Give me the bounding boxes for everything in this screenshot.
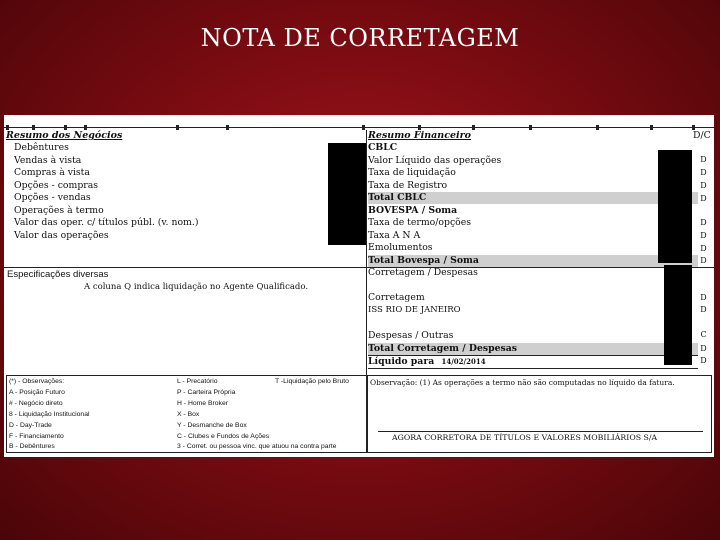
dc-value: D <box>700 256 707 265</box>
redacted-values <box>664 265 692 365</box>
legend-item: P - Carteira Própria <box>177 389 236 396</box>
ruler-tick <box>596 125 599 130</box>
section-rule <box>4 267 714 268</box>
legend-item: X - Box <box>177 411 200 418</box>
corretagem-item: ISS RIO DE JANEIRO <box>368 305 461 315</box>
resumo-item: Opções - compras <box>14 179 99 191</box>
dc-value: D <box>700 231 707 240</box>
resumo-item: Vendas à vista <box>14 154 82 166</box>
observacao-text: Observação: (1) As operações a termo não são computadas no líquido da fatura. <box>370 378 675 387</box>
legend-item: 8 - Liquidação Institucional <box>9 411 90 418</box>
resumo-item: Debêntures <box>14 142 69 153</box>
resumo-financeiro-header: Resumo Financeiro <box>368 130 471 141</box>
dc-value: D <box>700 356 707 365</box>
resumo-item: Opções - vendas <box>14 192 91 203</box>
resumo-item: Compras à vista <box>14 167 90 178</box>
redacted-values <box>328 143 366 245</box>
ruler-tick <box>176 125 179 130</box>
legend-item: B - Debêntures <box>9 443 55 450</box>
cblc-total: Total CBLC <box>368 192 698 204</box>
especificacoes-text: A coluna Q indica liquidação no Agente Qualificado. <box>84 282 309 292</box>
signature-line <box>378 431 703 432</box>
legend-item: A - Posição Futuro <box>9 389 65 396</box>
ruler-tick <box>650 125 653 130</box>
bovespa-item: Taxa de termo/opções <box>368 217 472 228</box>
brokerage-note-document <box>4 115 714 457</box>
dc-value: D <box>700 244 707 253</box>
slide-title: NOTA DE CORRETAGEM <box>200 24 520 52</box>
resumo-negocios-header: Resumo dos Negócios <box>6 130 123 141</box>
legend-item: 3 - Corret. ou pessoa vinc. que atuou na contra parte <box>177 443 337 450</box>
signature-text: AGORA CORRETORA DE TÍTULOS E VALORES MOBILIÁRIOS S/A <box>392 433 658 442</box>
dc-value: D <box>700 181 707 190</box>
legend-item: # - Negócio direto <box>9 400 63 407</box>
bovespa-total: Total Bovespa / Soma <box>368 255 698 267</box>
ruler-tick <box>529 125 532 130</box>
bovespa-item: Emolumentos <box>368 242 433 253</box>
observacao-box <box>367 375 712 453</box>
legend-item: C - Clubes e Fundos de Ações <box>177 433 270 440</box>
legend-box <box>6 375 367 453</box>
legend-item: Y - Desmanche de Box <box>177 422 247 429</box>
cblc-item: Taxa de Registro <box>368 179 448 191</box>
resumo-item: Valor das oper. c/ títulos públ. (v. nom.) <box>14 217 199 228</box>
dc-value: D <box>700 293 707 302</box>
bovespa-item: Taxa A N A <box>368 229 421 241</box>
legend-item: L - Precatório <box>177 378 218 385</box>
dc-header: D/C <box>693 130 711 141</box>
dc-value: D <box>700 218 707 227</box>
dc-value: D <box>700 155 707 164</box>
dc-value: D <box>700 194 707 203</box>
resumo-item: Valor das operações <box>14 229 109 241</box>
legend-item: H - Home Broker <box>177 400 228 407</box>
liquido-row <box>368 355 698 369</box>
cblc-item: Taxa de liquidação <box>368 167 456 178</box>
cblc-item: Valor Líquido das operações <box>368 154 502 166</box>
dc-value: D <box>700 305 707 314</box>
legend-item: D - Day-Trade <box>9 422 52 429</box>
dc-value: D <box>700 344 707 353</box>
corretagem-item: Corretagem <box>368 292 425 303</box>
cblc-title: CBLC <box>368 142 398 153</box>
corretagem-item: Despesas / Outras <box>368 330 454 341</box>
ruler-tick <box>472 125 475 130</box>
redacted-values <box>658 150 692 263</box>
legend-item: T -Liquidação pelo Bruto <box>275 378 349 385</box>
corretagem-total: Total Corretagem / Despesas <box>368 343 698 355</box>
legend-item: (*) - Observações: <box>9 378 65 385</box>
dc-value: C <box>700 330 707 339</box>
corretagem-title: Corretagem / Despesas <box>368 267 478 278</box>
dc-value: D <box>700 168 707 177</box>
resumo-item: Operações à termo <box>14 204 104 216</box>
legend-item: F - Financiamento <box>9 433 64 440</box>
liquido-date: 14/02/2014 <box>441 357 486 366</box>
ruler-tick <box>362 125 365 130</box>
ruler-tick <box>226 125 229 130</box>
especificacoes-title: Especificações diversas <box>7 269 109 280</box>
top-ruler <box>4 127 714 128</box>
section-divider <box>366 130 367 377</box>
bovespa-title: BOVESPA / Soma <box>368 204 458 216</box>
liquido-label: Líquido para <box>368 356 435 367</box>
